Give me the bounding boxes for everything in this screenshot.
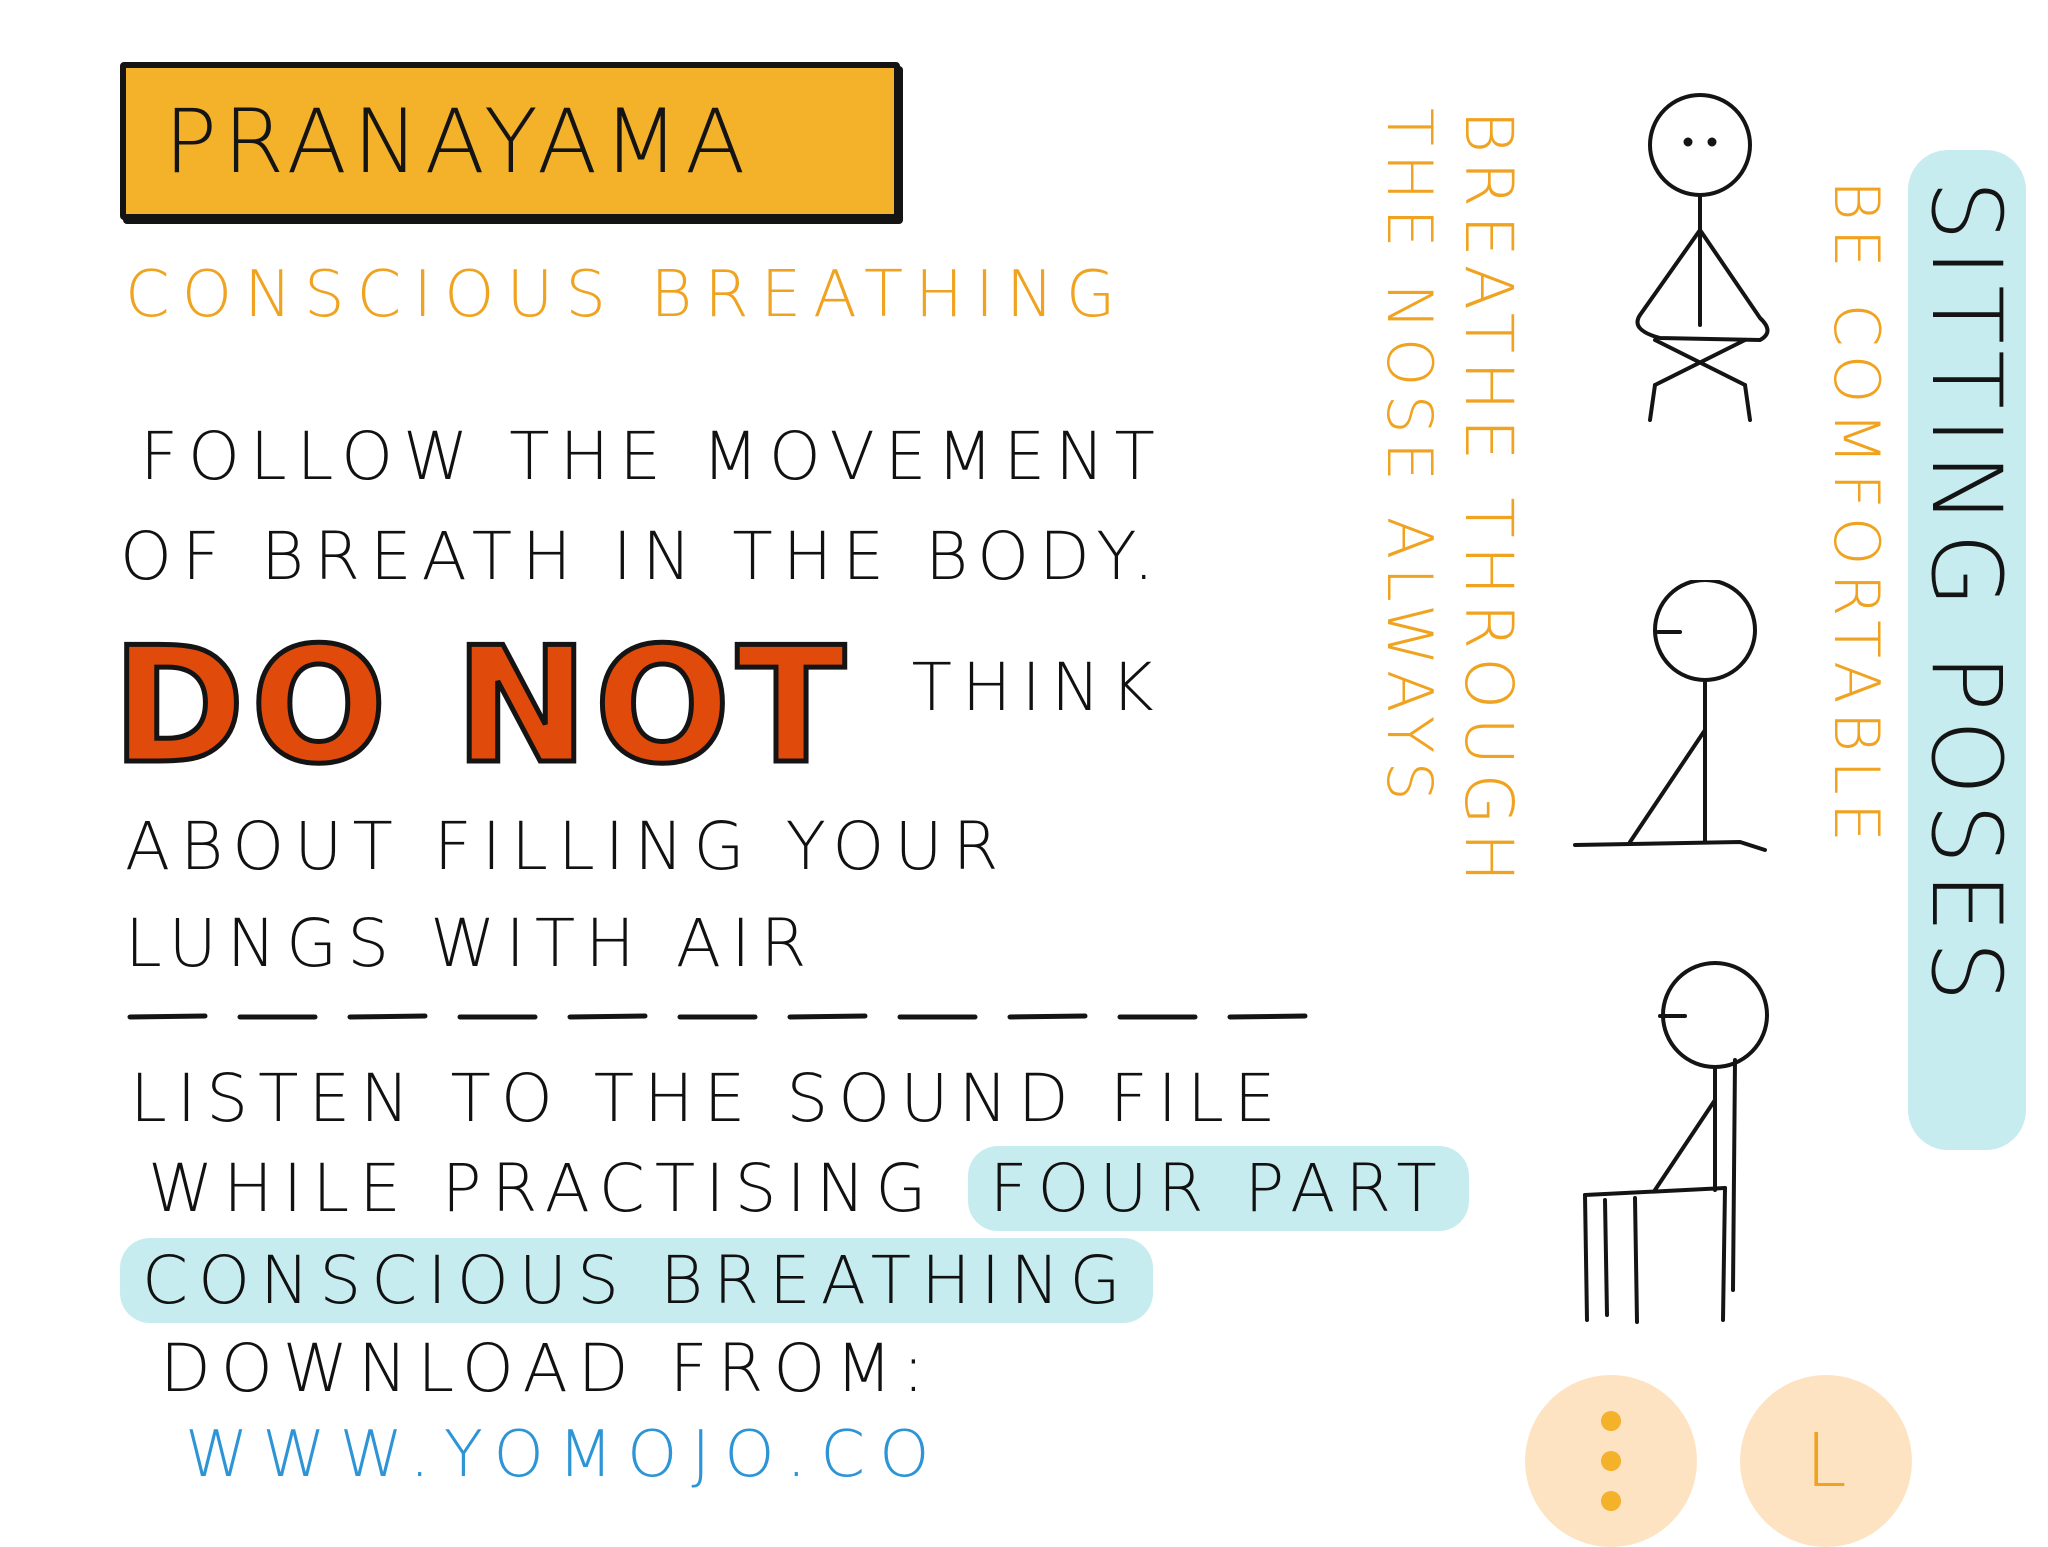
instruction-line-5: LUNGS WITH AIR xyxy=(125,905,817,982)
be-comfortable-text: BE COMFORTABLE xyxy=(1820,180,1893,850)
download-label: DOWNLOAD FROM: xyxy=(160,1330,935,1407)
more-options-button[interactable] xyxy=(1525,1375,1697,1547)
instruction-line-2: OF BREATH IN THE BODY. xyxy=(120,518,1165,595)
sitting-poses-heading: SITTING POSES xyxy=(1910,180,2022,1010)
breathe-through-text: BREATHE THROUGH xyxy=(1450,110,1527,891)
vertical-dots-icon xyxy=(1596,1406,1626,1516)
chair-sitting-figure-icon xyxy=(1575,960,1785,1330)
do-not-row xyxy=(112,612,1164,799)
instruction-think: THINK xyxy=(911,649,1164,726)
page-title: PRANAYAMA xyxy=(164,89,752,193)
title-banner xyxy=(120,62,900,220)
listen-line-1: LISTEN TO THE SOUND FILE xyxy=(130,1060,1286,1137)
listen-line-3 xyxy=(120,1242,1153,1319)
highlight-conscious-breathing: CONSCIOUS BREATHING xyxy=(120,1238,1153,1323)
highlight-four-part: FOUR PART xyxy=(968,1146,1469,1231)
cross-legged-figure-icon xyxy=(1610,90,1790,430)
do-not-emphasis: DO NOT xyxy=(112,612,852,799)
listen-line-2-start: WHILE PRACTISING xyxy=(148,1150,937,1227)
download-link[interactable]: WWW.YOMOJO.CO xyxy=(185,1418,944,1492)
instruction-line-4: ABOUT FILLING YOUR xyxy=(125,808,1009,885)
subtitle: CONSCIOUS BREATHING xyxy=(125,258,1128,332)
listen-line-2 xyxy=(148,1150,1469,1227)
dashed-divider xyxy=(125,1012,1315,1022)
the-nose-always-text: THE NOSE ALWAYS xyxy=(1373,108,1446,809)
instruction-line-1: FOLLOW THE MOVEMENT xyxy=(140,418,1165,495)
l-button[interactable]: L xyxy=(1740,1375,1912,1547)
seated-long-legs-figure-icon xyxy=(1570,580,1770,870)
